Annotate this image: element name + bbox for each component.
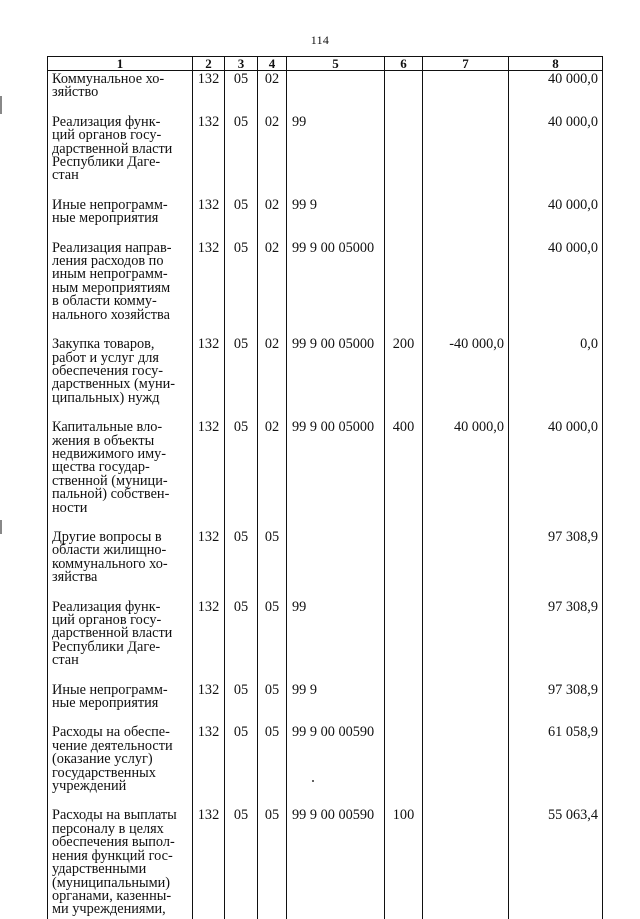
page-number: 114 xyxy=(0,33,640,48)
total-amount-cell: 40 000,0 xyxy=(509,71,603,114)
column-header: 3 xyxy=(225,57,258,71)
expense-type-cell xyxy=(385,240,423,336)
expense-type-cell xyxy=(385,724,423,807)
admin-code-cell: 132 xyxy=(193,114,225,197)
subsection-code-cell: 05 xyxy=(258,807,287,919)
target-article-cell: 99 9 00 05000 xyxy=(287,240,385,336)
admin-code-cell: 132 xyxy=(193,682,225,725)
column-header: 1 xyxy=(48,57,193,71)
subsection-code-cell: 05 xyxy=(258,529,287,599)
section-code-cell: 05 xyxy=(225,682,258,725)
expense-type-cell xyxy=(385,682,423,725)
row-name-cell: Капитальные вло- жения в объекты недвижимого иму- щества государ- ственной (муници- пальной) собствен- ности xyxy=(48,419,193,529)
expense-type-cell xyxy=(385,599,423,682)
total-amount-cell: 55 063,4 xyxy=(509,807,603,919)
admin-code-cell: 132 xyxy=(193,240,225,336)
change-amount-cell xyxy=(423,599,509,682)
change-amount-cell xyxy=(423,807,509,919)
expense-type-cell: 100 xyxy=(385,807,423,919)
expense-type-cell: 200 xyxy=(385,336,423,419)
scan-edge-mark xyxy=(0,520,2,534)
table-row xyxy=(48,336,603,419)
table-row xyxy=(48,197,603,240)
column-header: 7 xyxy=(423,57,509,71)
row-name-cell: Реализация функ- ций органов госу- дарственной власти Республики Даге- стан xyxy=(48,114,193,197)
subsection-code-cell: 05 xyxy=(258,599,287,682)
admin-code-cell: 132 xyxy=(193,419,225,529)
row-name-cell: Реализация направ- ления расходов по иным непрограмм- ным мероприятиям в области комму- нального хозяйства xyxy=(48,240,193,336)
table-header-row xyxy=(48,57,603,71)
admin-code-cell: 132 xyxy=(193,724,225,807)
budget-table xyxy=(47,56,603,919)
subsection-code-cell: 02 xyxy=(258,114,287,197)
table-row xyxy=(48,599,603,682)
total-amount-cell: 97 308,9 xyxy=(509,529,603,599)
target-article-cell xyxy=(287,529,385,599)
subsection-code-cell: 02 xyxy=(258,197,287,240)
row-name-cell: Другие вопросы в области жилищно- коммунального хо- зяйства xyxy=(48,529,193,599)
change-amount-cell: 40 000,0 xyxy=(423,419,509,529)
target-article-cell xyxy=(287,71,385,114)
total-amount-cell: 40 000,0 xyxy=(509,114,603,197)
admin-code-cell: 132 xyxy=(193,197,225,240)
column-header: 8 xyxy=(509,57,603,71)
section-code-cell: 05 xyxy=(225,336,258,419)
total-amount-cell: 40 000,0 xyxy=(509,197,603,240)
row-name-cell: Иные непрограмм- ные мероприятия xyxy=(48,682,193,725)
target-article-cell: 99 9 00 05000 xyxy=(287,419,385,529)
admin-code-cell: 132 xyxy=(193,529,225,599)
row-name-cell: Расходы на обеспе- чение деятельности (оказание услуг) государственных учреждений xyxy=(48,724,193,807)
change-amount-cell xyxy=(423,240,509,336)
table-row xyxy=(48,807,603,919)
column-header: 4 xyxy=(258,57,287,71)
section-code-cell: 05 xyxy=(225,197,258,240)
target-article-cell: 99 9 00 00590 xyxy=(287,807,385,919)
admin-code-cell: 132 xyxy=(193,336,225,419)
expense-type-cell xyxy=(385,529,423,599)
total-amount-cell: 0,0 xyxy=(509,336,603,419)
expense-type-cell xyxy=(385,197,423,240)
row-name-cell: Иные непрограмм- ные мероприятия xyxy=(48,197,193,240)
table-row xyxy=(48,71,603,114)
total-amount-cell: 97 308,9 xyxy=(509,682,603,725)
admin-code-cell: 132 xyxy=(193,599,225,682)
target-article-cell: 99 9 00 05000 xyxy=(287,336,385,419)
row-name-cell: Закупка товаров, работ и услуг для обеспечения госу- дарственных (муни- ципальных) нужд xyxy=(48,336,193,419)
stray-dot xyxy=(312,780,314,782)
total-amount-cell: 40 000,0 xyxy=(509,240,603,336)
table-row xyxy=(48,682,603,725)
table-row xyxy=(48,529,603,599)
column-header: 5 xyxy=(287,57,385,71)
target-article-cell: 99 9 00 00590 xyxy=(287,724,385,807)
admin-code-cell: 132 xyxy=(193,71,225,114)
change-amount-cell xyxy=(423,724,509,807)
section-code-cell: 05 xyxy=(225,724,258,807)
subsection-code-cell: 02 xyxy=(258,419,287,529)
row-name-cell: Расходы на выплаты персоналу в целях обеспечения выпол- нения функций гос- ударственными (муниципальными) органами, казенны- ми учреждениями, xyxy=(48,807,193,919)
target-article-cell: 99 9 xyxy=(287,197,385,240)
table-row xyxy=(48,240,603,336)
section-code-cell: 05 xyxy=(225,419,258,529)
table-row xyxy=(48,114,603,197)
total-amount-cell: 97 308,9 xyxy=(509,599,603,682)
target-article-cell: 99 xyxy=(287,114,385,197)
table-body xyxy=(48,71,603,919)
target-article-cell: 99 xyxy=(287,599,385,682)
column-header: 6 xyxy=(385,57,423,71)
target-article-cell: 99 9 xyxy=(287,682,385,725)
section-code-cell: 05 xyxy=(225,529,258,599)
total-amount-cell: 40 000,0 xyxy=(509,419,603,529)
column-header: 2 xyxy=(193,57,225,71)
section-code-cell: 05 xyxy=(225,240,258,336)
total-amount-cell: 61 058,9 xyxy=(509,724,603,807)
scan-edge-mark xyxy=(0,96,2,114)
admin-code-cell: 132 xyxy=(193,807,225,919)
subsection-code-cell: 05 xyxy=(258,682,287,725)
section-code-cell: 05 xyxy=(225,114,258,197)
subsection-code-cell: 02 xyxy=(258,240,287,336)
change-amount-cell: -40 000,0 xyxy=(423,336,509,419)
table-row xyxy=(48,419,603,529)
expense-type-cell xyxy=(385,114,423,197)
table-row xyxy=(48,724,603,807)
subsection-code-cell: 02 xyxy=(258,336,287,419)
change-amount-cell xyxy=(423,71,509,114)
section-code-cell: 05 xyxy=(225,71,258,114)
change-amount-cell xyxy=(423,197,509,240)
change-amount-cell xyxy=(423,529,509,599)
section-code-cell: 05 xyxy=(225,807,258,919)
subsection-code-cell: 05 xyxy=(258,724,287,807)
expense-type-cell xyxy=(385,71,423,114)
change-amount-cell xyxy=(423,682,509,725)
section-code-cell: 05 xyxy=(225,599,258,682)
change-amount-cell xyxy=(423,114,509,197)
row-name-cell: Коммунальное хо- зяйство xyxy=(48,71,193,114)
row-name-cell: Реализация функ- ций органов госу- дарственной власти Республики Даге- стан xyxy=(48,599,193,682)
subsection-code-cell: 02 xyxy=(258,71,287,114)
expense-type-cell: 400 xyxy=(385,419,423,529)
